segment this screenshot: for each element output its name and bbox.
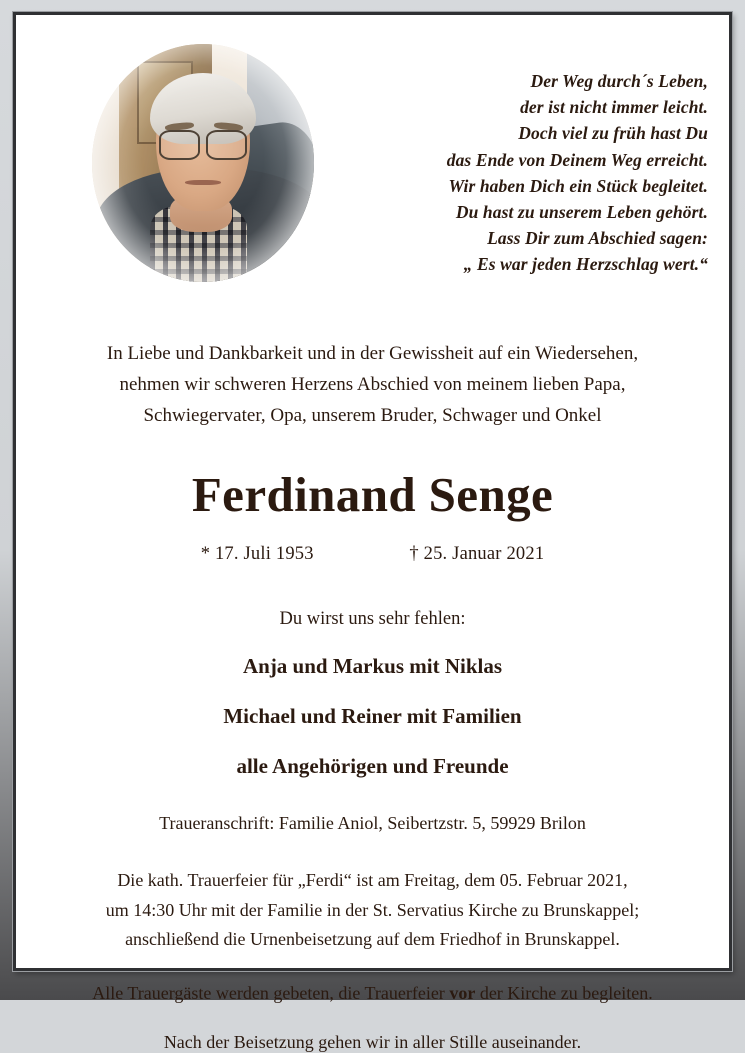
mourners-list [17,654,728,779]
poem-line: Doch viel zu früh hast Du [518,123,708,144]
closing-note-line: Nach der Beisetzung gehen wir in aller Stille auseinander. [163,1031,582,1052]
portrait-photo-image [92,44,314,282]
mourner-group: alle Angehörigen und Freunde [236,754,509,778]
service-line: um 14:30 Uhr mit der Familie in der St. Servatius Kirche zu Brunskappel; [105,899,640,920]
deceased-name: Ferdinand Senge [191,467,554,522]
service-line: Die kath. Trauerfeier für „Ferdi“ ist am Freitag, dem 05. Februar 2021, [117,870,628,890]
poem-line: Du hast zu unserem Leben gehört. [455,202,708,223]
poem-line: Der Weg durch´s Leben, [530,71,708,91]
note-text-after: der Kirche zu begleiten. [475,982,653,1003]
life-dates [17,544,728,565]
obituary-card [17,16,728,1052]
funeral-service-details [17,866,728,955]
poem-line: „ Es war jeden Herzschlag wert.“ [463,254,708,275]
intro-line: Schwiegervater, Opa, unserem Bruder, Schwager und Onkel [143,405,602,426]
service-line: anschließend die Urnenbeisetzung auf dem Friedhof in Brunskappel. [125,929,620,949]
intro-line: In Liebe und Dankbarkeit und in der Gewissheit auf ein Wiedersehen, [106,343,639,364]
closing-note-line [17,983,728,1004]
note-emphasis: vor [449,982,476,1003]
poem-line: Wir haben Dich ein Stück begleitet. [448,175,708,196]
birth-date: * 17. Juli 1953 [200,544,314,564]
poem-line: das Ende von Deinem Weg erreicht. [446,149,708,170]
note-text-before: Alle Trauergäste werden gebeten, die Trauerfeier [92,982,450,1003]
poem-line: der ist nicht immer leicht. [520,97,708,118]
photo-oval-vignette [92,44,314,282]
condolence-address: Traueranschrift: Familie Aniol, Seibertzstr. 5, 59929 Brilon [159,813,586,833]
poem-line: Lass Dir zum Abschied sagen: [487,228,708,249]
mourner-group: Michael und Reiner mit Familien [223,704,522,728]
memorial-poem [328,68,708,278]
header-section [17,16,728,278]
intro-line: nehmen wir schweren Herzens Abschied von meinem lieben Papa, [119,374,626,395]
mourner-group: Anja und Markus mit Niklas [242,654,503,678]
closing-notes [17,983,728,1053]
death-date: † 25. Januar 2021 [409,544,545,564]
mourning-lead-text: Du wirst uns sehr fehlen: [279,609,466,629]
portrait [92,44,314,282]
introduction-text [17,338,728,431]
